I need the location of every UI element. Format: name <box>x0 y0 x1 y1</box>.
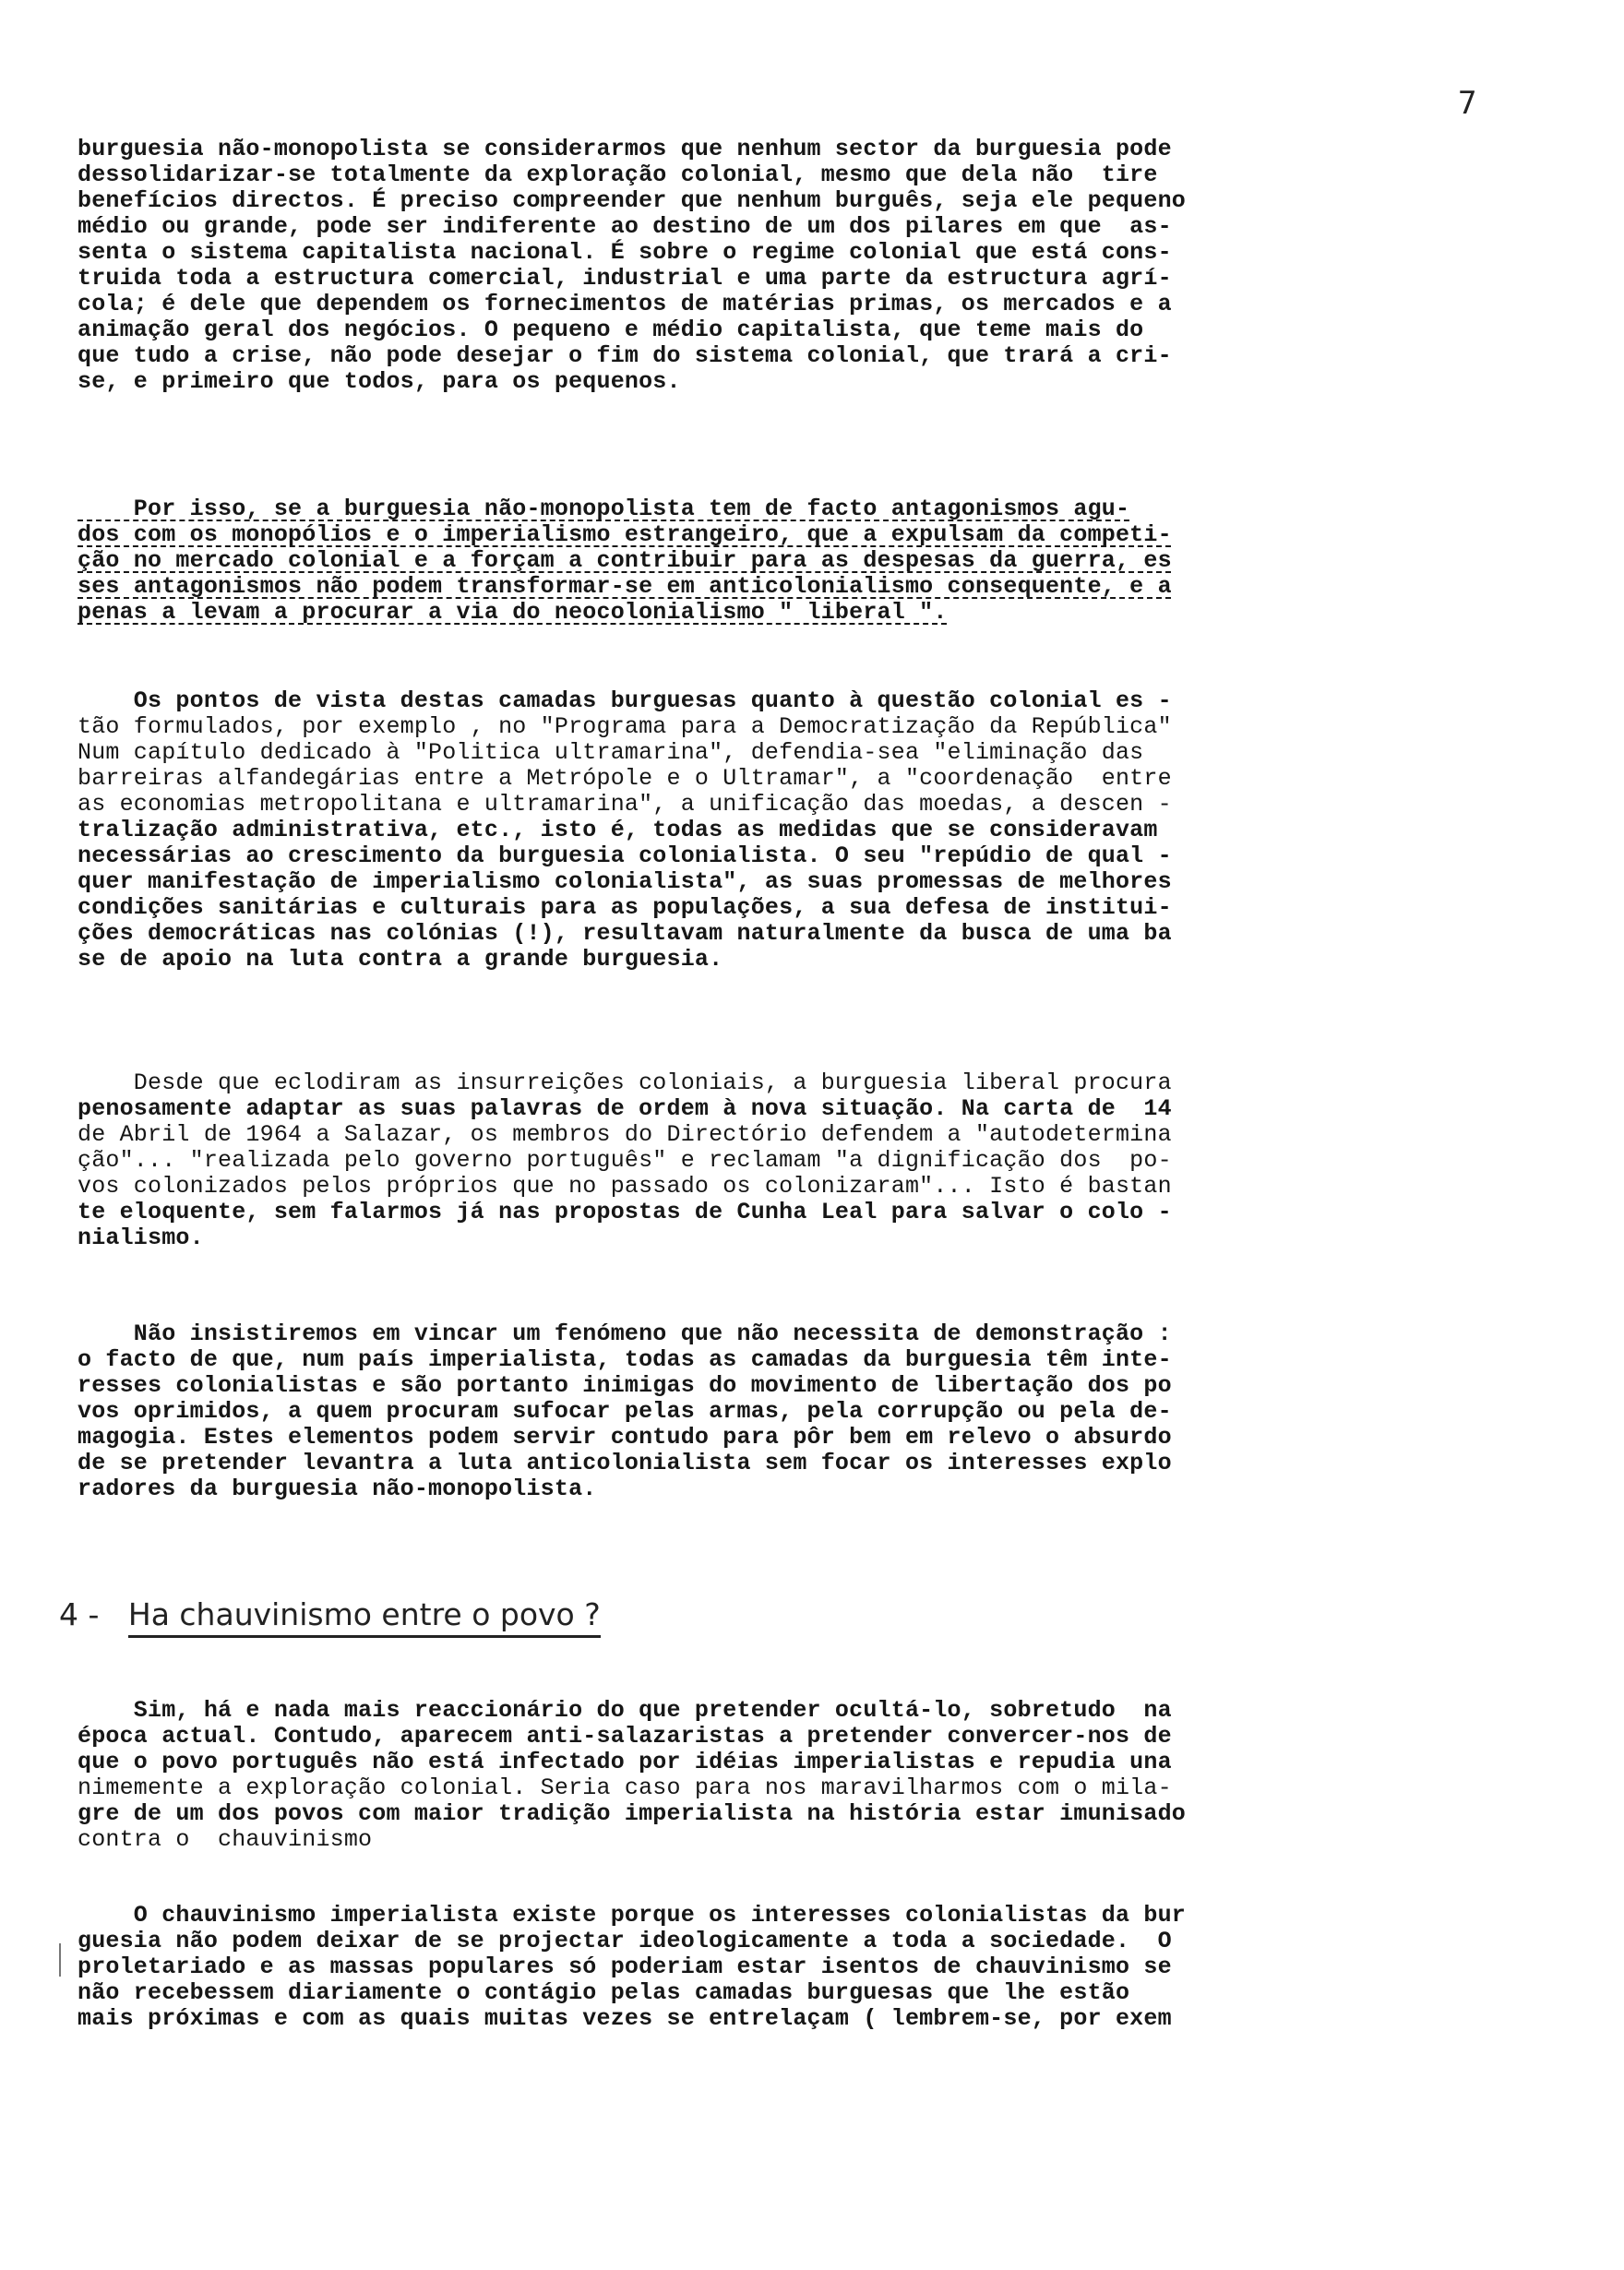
text-line: vos oprimidos, a quem procuram sufocar pelas armas, pela corrupção ou pela de- <box>78 1398 1172 1425</box>
text-line: tão formulados, por exemplo , no "Programa para a Democratização da República" <box>78 713 1172 740</box>
text-line: Num capítulo dedicado à "Politica ultramarina", defendia-sea "eliminação das <box>78 739 1144 766</box>
text-line: nialismo. <box>78 1225 204 1251</box>
paragraph-2 <box>78 496 1499 626</box>
page-number: 7 <box>1458 85 1477 122</box>
text-line: cola; é dele que dependem os fornecimentos de matérias primas, os mercados e a <box>78 291 1172 317</box>
text-line: médio ou grande, pode ser indiferente ao destino de um dos pilares em que as- <box>78 213 1172 240</box>
section-title: Ha chauvinismo entre o povo ? <box>128 1596 601 1638</box>
text-line: proletariado e as massas populares só poderiam estar isentos de chauvinismo se <box>78 1953 1172 1980</box>
text-line: burguesia não-monopolista se considerarmos que nenhum sector da burguesia pode <box>78 136 1172 162</box>
text-line: se de apoio na luta contra a grande burguesia. <box>78 946 723 973</box>
text-line: guesia não podem deixar de se projectar ideologicamente a toda a sociedade. O <box>78 1928 1172 1954</box>
text-line: de se pretender levantra a luta anticolonialista sem focar os interesses explo <box>78 1450 1172 1476</box>
text-line: dessolidarizar-se totalmente da exploração colonial, mesmo que dela não tire <box>78 161 1158 188</box>
text-line: truida toda a estructura comercial, industrial e uma parte da estructura agrí- <box>78 265 1172 292</box>
text-line: mais próximas e com as quais muitas vezes se entrelaçam ( lembrem-se, por exem <box>78 2005 1172 2032</box>
text-line: contra o chauvinismo <box>78 1826 373 1853</box>
paragraph-1 <box>78 137 1499 395</box>
text-line: benefícios directos. É preciso compreender que nenhum burguês, seja ele pequeno <box>78 187 1186 214</box>
text-line: condições sanitárias e culturais para as populações, a sua defesa de institui- <box>78 894 1172 921</box>
text-line: as economias metropolitana e ultramarina", a unificação das moedas, a descen - <box>78 791 1172 818</box>
text-line: vos colonizados pelos próprios que no passado os colonizaram"... Isto é bastan <box>78 1173 1172 1200</box>
text-line: não recebessem diariamente o contágio pelas camadas burguesas que lhe estão <box>78 1979 1130 2006</box>
text-line: tralização administrativa, etc., isto é, todas as medidas que se consideravam <box>78 817 1158 843</box>
text-line: de Abril de 1964 a Salazar, os membros do Directório defendem a "autodetermina <box>78 1121 1172 1148</box>
text-line: dos com os monopólios e o imperialismo estrangeiro, que a expulsam da competi- <box>78 521 1172 548</box>
text-line: que tudo a crise, não pode desejar o fim do sistema colonial, que trará a cri- <box>78 342 1172 369</box>
text-line: época actual. Contudo, aparecem anti-salazaristas a pretender convercer-nos de <box>78 1723 1172 1750</box>
section-heading <box>59 1596 601 1638</box>
text-line: nimemente a exploração colonial. Seria caso para nos maravilharmos com o mila- <box>78 1774 1172 1801</box>
text-line: Por isso, se a burguesia não-monopolista tem de facto antagonismos agu- <box>78 496 1130 522</box>
text-line: Os pontos de vista destas camadas burguesas quanto à questão colonial es - <box>78 687 1172 714</box>
margin-mark <box>59 1943 61 1977</box>
text-line: o facto de que, num país imperialista, todas as camadas da burguesia têm inte- <box>78 1346 1172 1373</box>
text-line: animação geral dos negócios. O pequeno e médio capitalista, que teme mais do <box>78 317 1144 343</box>
text-line: te eloquente, sem falarmos já nas propostas de Cunha Leal para salvar o colo - <box>78 1199 1172 1225</box>
paragraph-6 <box>78 1698 1499 1853</box>
paragraph-3 <box>78 688 1499 973</box>
text-line: Não insistiremos em vincar um fenómeno que não necessita de demonstração : <box>78 1320 1172 1347</box>
text-line: senta o sistema capitalista nacional. É sobre o regime colonial que está cons- <box>78 239 1172 266</box>
text-line: Sim, há e nada mais reaccionário do que pretender ocultá-lo, sobretudo na <box>78 1697 1172 1724</box>
text-line: quer manifestação de imperialismo colonialista", as suas promessas de melhores <box>78 868 1172 895</box>
text-line: radores da burguesia não-monopolista. <box>78 1476 597 1502</box>
paragraph-4 <box>78 1070 1499 1251</box>
text-line: penosamente adaptar as suas palavras de ordem à nova situação. Na carta de 14 <box>78 1095 1172 1122</box>
text-line: ções democráticas nas colónias (!), resultavam naturalmente da busca de uma ba <box>78 920 1172 947</box>
paragraph-7 <box>78 1903 1499 2032</box>
text-line: ses antagonismos não podem transformar-se em anticolonialismo consequente, e a <box>78 573 1172 600</box>
paragraph-5 <box>78 1321 1499 1502</box>
text-line: barreiras alfandegárias entre a Metrópole e o Ultramar", a "coordenação entre <box>78 765 1172 792</box>
section-number: 4 - <box>59 1596 100 1632</box>
text-line: resses colonialistas e são portanto inimigas do movimento de libertação dos po <box>78 1372 1172 1399</box>
text-line: que o povo português não está infectado por idéias imperialistas e repudia una <box>78 1749 1172 1775</box>
text-line: magogia. Estes elementos podem servir contudo para pôr bem em relevo o absurdo <box>78 1424 1172 1451</box>
text-line: necessárias ao crescimento da burguesia colonialista. O seu "repúdio de qual - <box>78 842 1172 869</box>
text-line: se, e primeiro que todos, para os pequenos. <box>78 368 681 395</box>
text-line: Desde que eclodiram as insurreições coloniais, a burguesia liberal procura <box>78 1069 1172 1096</box>
text-line: ção no mercado colonial e a forçam a contribuir para as despesas da guerra, es <box>78 547 1172 574</box>
text-line: ção"... "realizada pelo governo português" e reclamam "a dignificação dos po- <box>78 1147 1172 1174</box>
text-line: gre de um dos povos com maior tradição imperialista na história estar imunisado <box>78 1800 1186 1827</box>
text-line: penas a levam a procurar a via do neocolonialismo " liberal ". <box>78 599 948 626</box>
text-line: O chauvinismo imperialista existe porque os interesses colonialistas da bur <box>78 1902 1186 1929</box>
